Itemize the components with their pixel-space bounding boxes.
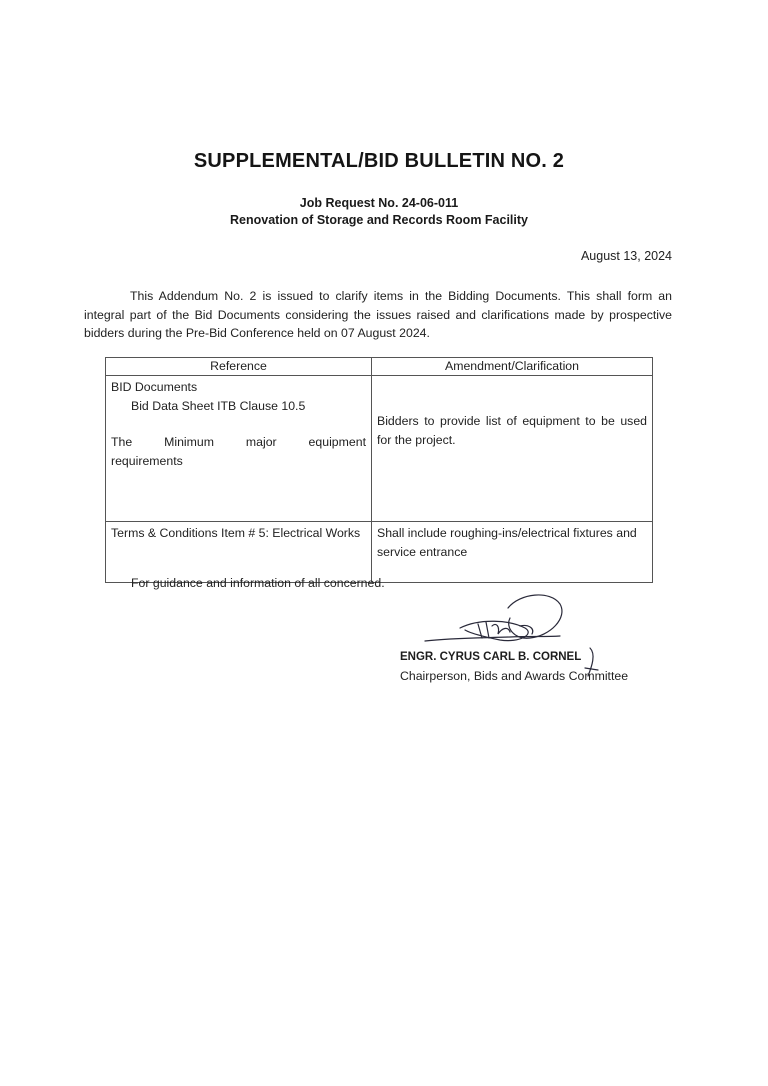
signatory-title: Chairperson, Bids and Awards Committee: [400, 669, 629, 683]
reference-cell: [106, 376, 372, 522]
amendment-cell: Shall include roughing-ins/electrical fixtures and service entrance: [372, 522, 653, 583]
column-header-reference: Reference: [106, 358, 372, 376]
signatory-name: ENGR. CYRUS CARL B. CORNEL: [400, 651, 582, 663]
reference-cell: Terms & Conditions Item # 5: Electrical Works: [106, 522, 372, 583]
table-row: [106, 522, 653, 583]
intro-paragraph: This Addendum No. 2 is issued to clarify items in the Bidding Documents. This shall form an integral part of the Bid Documents considering the issues raised and clarifications made by prospective bidders during the Pre-Bid Conference held on 07 August 2024.: [84, 289, 672, 340]
reference-line: The Minimum major equipment: [111, 435, 366, 449]
column-header-amendment: Amendment/Clarification: [372, 358, 653, 376]
reference-line: Bid Data Sheet ITB Clause 10.5: [131, 398, 306, 413]
table-header-row: [106, 358, 653, 376]
bulletin-title: SUPPLEMENTAL/BID BULLETIN NO. 2: [193, 150, 565, 172]
job-request-number: Job Request No. 24-06-011: [299, 196, 459, 210]
issue-date: August 13, 2024: [580, 249, 672, 263]
project-name: Renovation of Storage and Records Room Facility: [230, 213, 528, 227]
amendment-table: [105, 357, 653, 583]
closing-note: For guidance and information of all concerned.: [131, 576, 385, 590]
reference-line: requirements: [111, 453, 183, 468]
table-row: [106, 376, 653, 522]
reference-line: BID Documents: [111, 380, 198, 394]
amendment-cell: Bidders to provide list of equipment to be used for the project.: [372, 376, 653, 522]
